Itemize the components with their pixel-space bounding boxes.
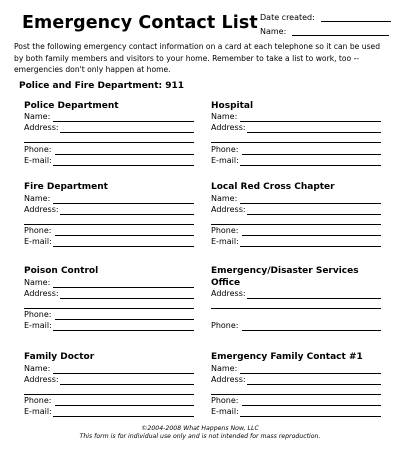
disaster-address-row [211, 288, 246, 298]
family-contact-name-row [211, 363, 237, 373]
red-cross-address-field[interactable] [247, 214, 381, 215]
address-label: Address: [211, 375, 246, 384]
red-cross-name-row [211, 193, 237, 203]
family-contact-email-field[interactable] [240, 416, 381, 417]
section-hospital-title: Hospital [211, 101, 254, 111]
phone-label: Phone: [24, 310, 52, 319]
family-contact-address-field[interactable] [247, 384, 381, 385]
footer [0, 425, 400, 441]
section-fire-title: Fire Department [24, 182, 108, 192]
police-email-row [24, 155, 52, 165]
name-label: Name: [24, 364, 51, 373]
doctor-address-row [24, 374, 59, 384]
poison-phone-field[interactable] [55, 319, 194, 320]
footer-copyright: ©2004-2008 What Happens Now, LLC [141, 425, 259, 432]
police-name-row [24, 111, 50, 121]
red-cross-phone-field[interactable] [242, 235, 381, 236]
email-label: E-mail: [24, 156, 52, 165]
family-contact-email-row [211, 406, 239, 416]
section-disaster-title-line2: Office [211, 278, 241, 288]
section-poison-title: Poison Control [24, 266, 99, 276]
name-label: Name: [211, 194, 238, 203]
section-police-title: Police Department [24, 101, 119, 111]
intro-paragraph: Post the following emergency contact information on a card at each telephone so it can be used by both family members and visitors to your home. Remember to take a list to work, too -- emergencies don't only happen at home. [14, 42, 381, 74]
email-label: E-mail: [211, 156, 239, 165]
email-label: E-mail: [211, 237, 239, 246]
red-cross-email-field[interactable] [240, 246, 381, 247]
name-label: Name: [24, 194, 51, 203]
doctor-email-row [24, 406, 52, 416]
owner-name-label: Name: [260, 27, 287, 36]
name-label: Name: [24, 112, 51, 121]
fire-phone-row [24, 225, 51, 235]
poison-address-row [24, 288, 59, 298]
name-label: Name: [24, 278, 51, 287]
doctor-name-row [24, 363, 50, 373]
disaster-phone-field[interactable] [242, 330, 381, 331]
disaster-phone-row [211, 320, 238, 330]
fire-address-row [24, 204, 59, 214]
hospital-phone-row [211, 144, 238, 154]
email-label: E-mail: [24, 321, 52, 330]
family-contact-address-row [211, 374, 246, 384]
phone-label: Phone: [24, 226, 52, 235]
section-doctor-title: Family Doctor [24, 352, 95, 362]
disaster-address-field[interactable] [247, 298, 381, 299]
poison-name-row [24, 277, 50, 287]
page-title: Emergency Contact List [22, 13, 258, 33]
doctor-phone-field[interactable] [55, 405, 194, 406]
date-created-row [260, 12, 391, 22]
email-label: E-mail: [211, 407, 239, 416]
police-fire-number: Police and Fire Department: 911 [19, 81, 185, 91]
family-contact-phone-row [211, 395, 238, 405]
address-label: Address: [211, 205, 246, 214]
section-red-cross-title: Local Red Cross Chapter [211, 182, 335, 192]
date-created-label: Date created: [260, 13, 315, 22]
doctor-email-field[interactable] [53, 416, 194, 417]
doctor-address-field[interactable] [60, 384, 194, 385]
phone-label: Phone: [24, 145, 52, 154]
poison-name-field[interactable] [53, 287, 194, 288]
phone-label: Phone: [211, 145, 239, 154]
hospital-address-field[interactable] [247, 132, 381, 133]
hospital-address-line2[interactable] [211, 142, 381, 143]
fire-phone-field[interactable] [55, 235, 194, 236]
fire-address-field[interactable] [60, 214, 194, 215]
hospital-name-row [211, 111, 237, 121]
police-phone-field[interactable] [55, 154, 194, 155]
hospital-phone-field[interactable] [242, 154, 381, 155]
police-address-field[interactable] [60, 132, 194, 133]
fire-name-field[interactable] [53, 203, 194, 204]
family-contact-name-field[interactable] [240, 373, 381, 374]
address-label: Address: [24, 375, 59, 384]
hospital-name-field[interactable] [240, 121, 381, 122]
fire-email-row [24, 236, 52, 246]
address-label: Address: [24, 205, 59, 214]
owner-name-field[interactable] [292, 26, 389, 36]
doctor-name-field[interactable] [53, 373, 194, 374]
email-label: E-mail: [24, 237, 52, 246]
red-cross-address-row [211, 204, 246, 214]
address-label: Address: [211, 289, 246, 298]
address-label: Address: [211, 123, 246, 132]
section-disaster-title-line1: Emergency/Disaster Services [211, 266, 359, 276]
doctor-phone-row [24, 395, 51, 405]
address-label: Address: [24, 289, 59, 298]
phone-label: Phone: [211, 396, 239, 405]
fire-name-row [24, 193, 50, 203]
poison-email-field[interactable] [53, 330, 194, 331]
hospital-email-row [211, 155, 239, 165]
red-cross-name-field[interactable] [240, 203, 381, 204]
poison-address-field[interactable] [60, 298, 194, 299]
date-created-field[interactable] [321, 12, 391, 22]
phone-label: Phone: [24, 396, 52, 405]
poison-phone-row [24, 309, 51, 319]
name-label: Name: [211, 112, 238, 121]
police-email-field[interactable] [53, 165, 194, 166]
disaster-address-line2[interactable] [211, 308, 381, 309]
police-phone-row [24, 144, 51, 154]
footer-disclaimer: This form is for individual use only and is not intended for mass reproduction. [79, 433, 321, 440]
police-address-row [24, 122, 59, 132]
family-contact-phone-field[interactable] [242, 405, 381, 406]
hospital-email-field[interactable] [240, 165, 381, 166]
owner-name-row [260, 26, 389, 36]
phone-label: Phone: [211, 226, 239, 235]
hospital-address-row [211, 122, 246, 132]
phone-label: Phone: [211, 321, 239, 330]
red-cross-phone-row [211, 225, 238, 235]
fire-email-field[interactable] [53, 246, 194, 247]
section-family-contact-title: Emergency Family Contact #1 [211, 352, 363, 362]
police-address-line2[interactable] [24, 142, 194, 143]
address-label: Address: [24, 123, 59, 132]
poison-email-row [24, 320, 52, 330]
email-label: E-mail: [24, 407, 52, 416]
name-label: Name: [211, 364, 238, 373]
red-cross-email-row [211, 236, 239, 246]
police-name-field[interactable] [53, 121, 194, 122]
